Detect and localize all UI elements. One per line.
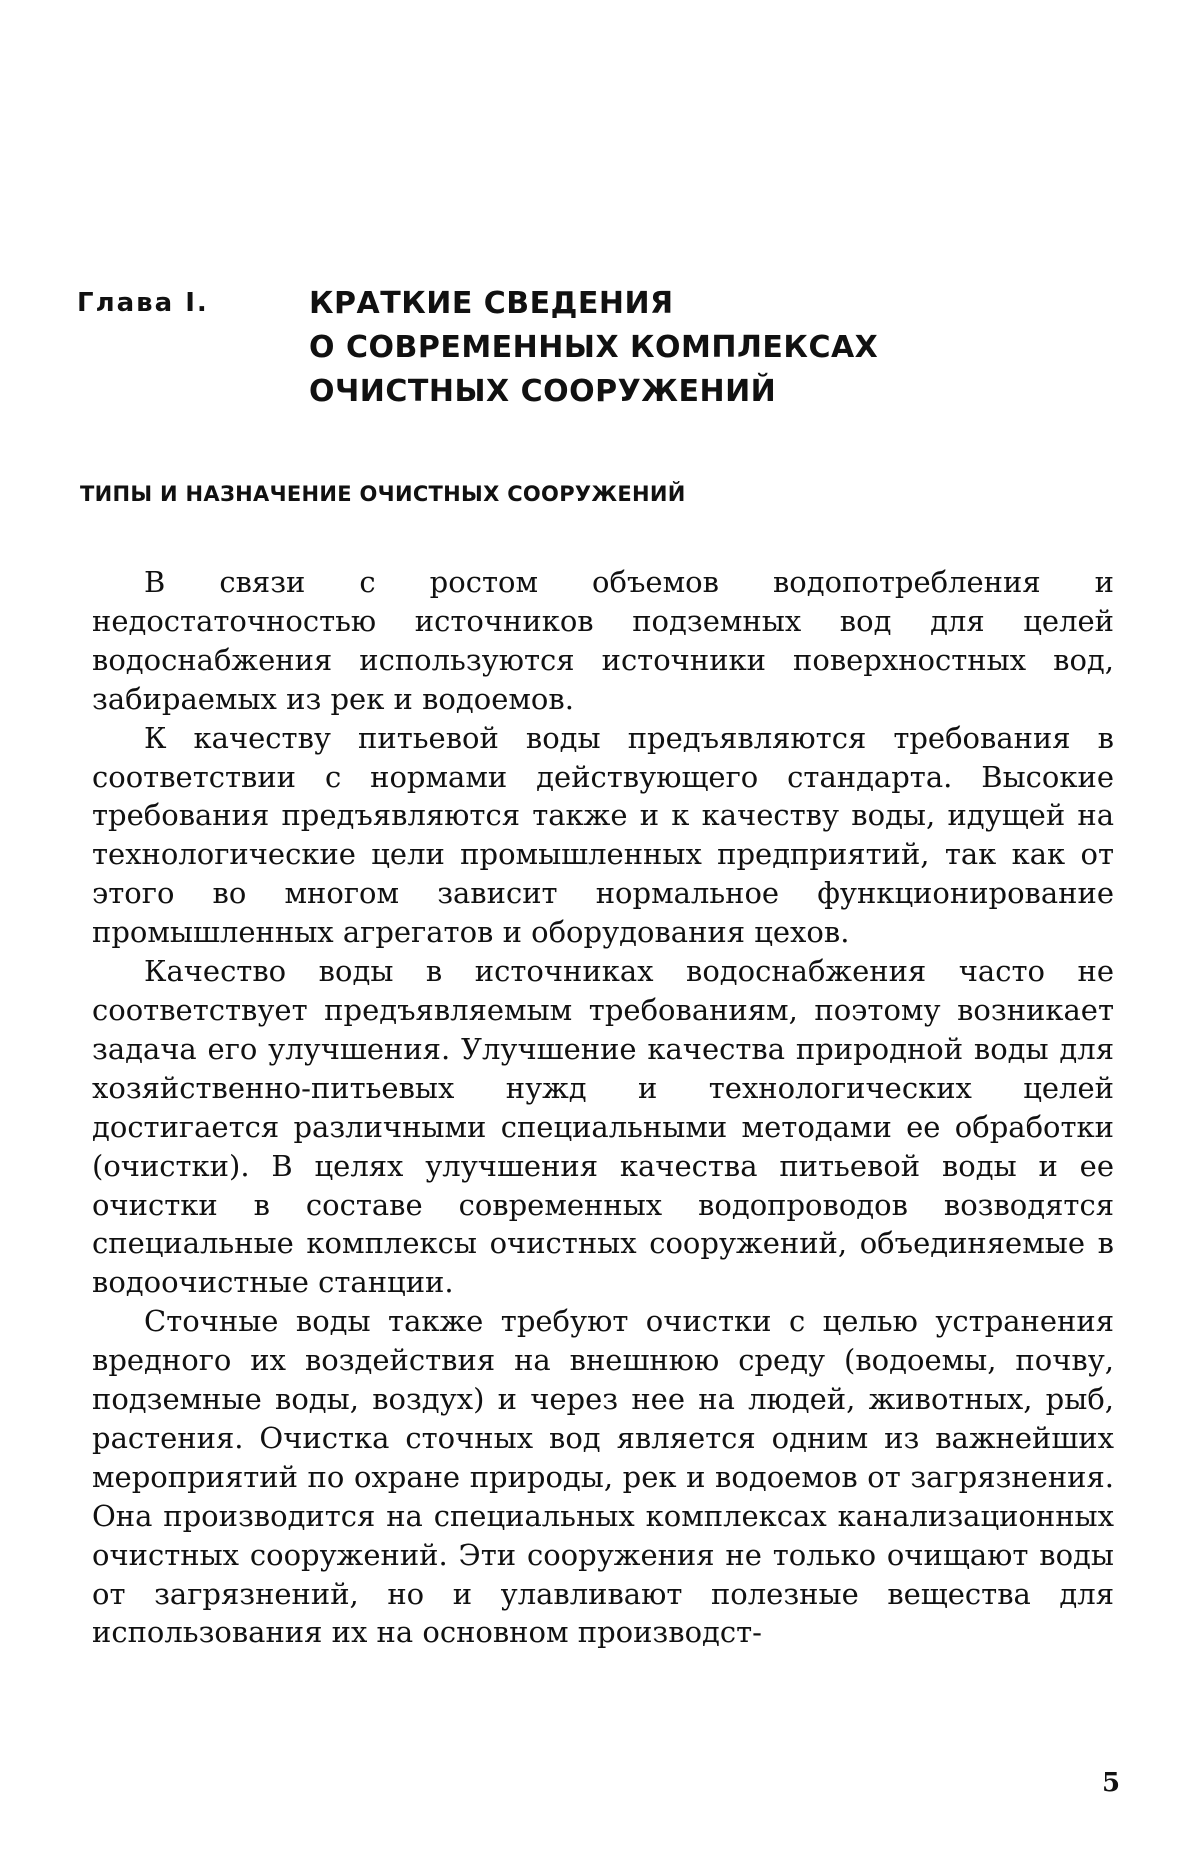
section-heading: ТИПЫ И НАЗНАЧЕНИЕ ОЧИСТНЫХ СООРУЖЕНИЙ	[80, 482, 686, 506]
chapter-title-line-3: ОЧИСТНЫХ СООРУЖЕНИЙ	[309, 374, 777, 409]
chapter-label: Глава I.	[77, 288, 209, 318]
paragraph-4: Сточные воды также требуют очистки с целью устранения вредного их воздействия на внешнюю среду (водоемы, почву, подземные воды, воздух) и через нее на людей, животных, рыб, растения. Очистка сточных вод является одним из важнейших мероприятий по охране природы, рек и водоемов от загрязнения. Она производится на специальных комплексах канализационных очистных сооружений. Эти сооружения не только очищают воды от загрязнений, но и улавливают полезные вещества для использования их на основном производст-	[92, 1304, 1114, 1650]
paragraph-1: В связи с ростом объемов водопотребления и недостаточностью источников подземных вод для целей водоснабжения используются источники поверхностных вод, забираемых из рек и водоемов.	[92, 565, 1114, 716]
body-text	[92, 563, 1114, 1652]
chapter-title-line-1: КРАТКИЕ СВЕДЕНИЯ	[309, 286, 674, 321]
page-number: 5	[1102, 1768, 1121, 1798]
chapter-title-line-2: О СОВРЕМЕННЫХ КОМПЛЕКСАХ	[309, 330, 879, 365]
paragraph-3: Качество воды в источниках водоснабжения часто не соответствует предъявляемым требованиям, поэтому возникает задача его улучшения. Улучшение качества природной воды для хозяйственно-питьевых нужд и технологических целей достигается различными специальными методами ее обработки (очистки). В целях улучшения качества питьевой воды и ее очистки в составе современных водопроводов возводятся специальные комплексы очистных сооружений, объединяемые в водоочистные станции.	[92, 954, 1114, 1300]
chapter-title	[309, 282, 878, 414]
paragraph-2: К качеству питьевой воды предъявляются требования в соответствии с нормами действующего стандарта. Высокие требования предъявляются также и к качеству воды, идущей на технологические цели промышленных предприятий, так как от этого во многом зависит нормальное функционирование промышленных агрегатов и оборудования цехов.	[92, 720, 1114, 950]
